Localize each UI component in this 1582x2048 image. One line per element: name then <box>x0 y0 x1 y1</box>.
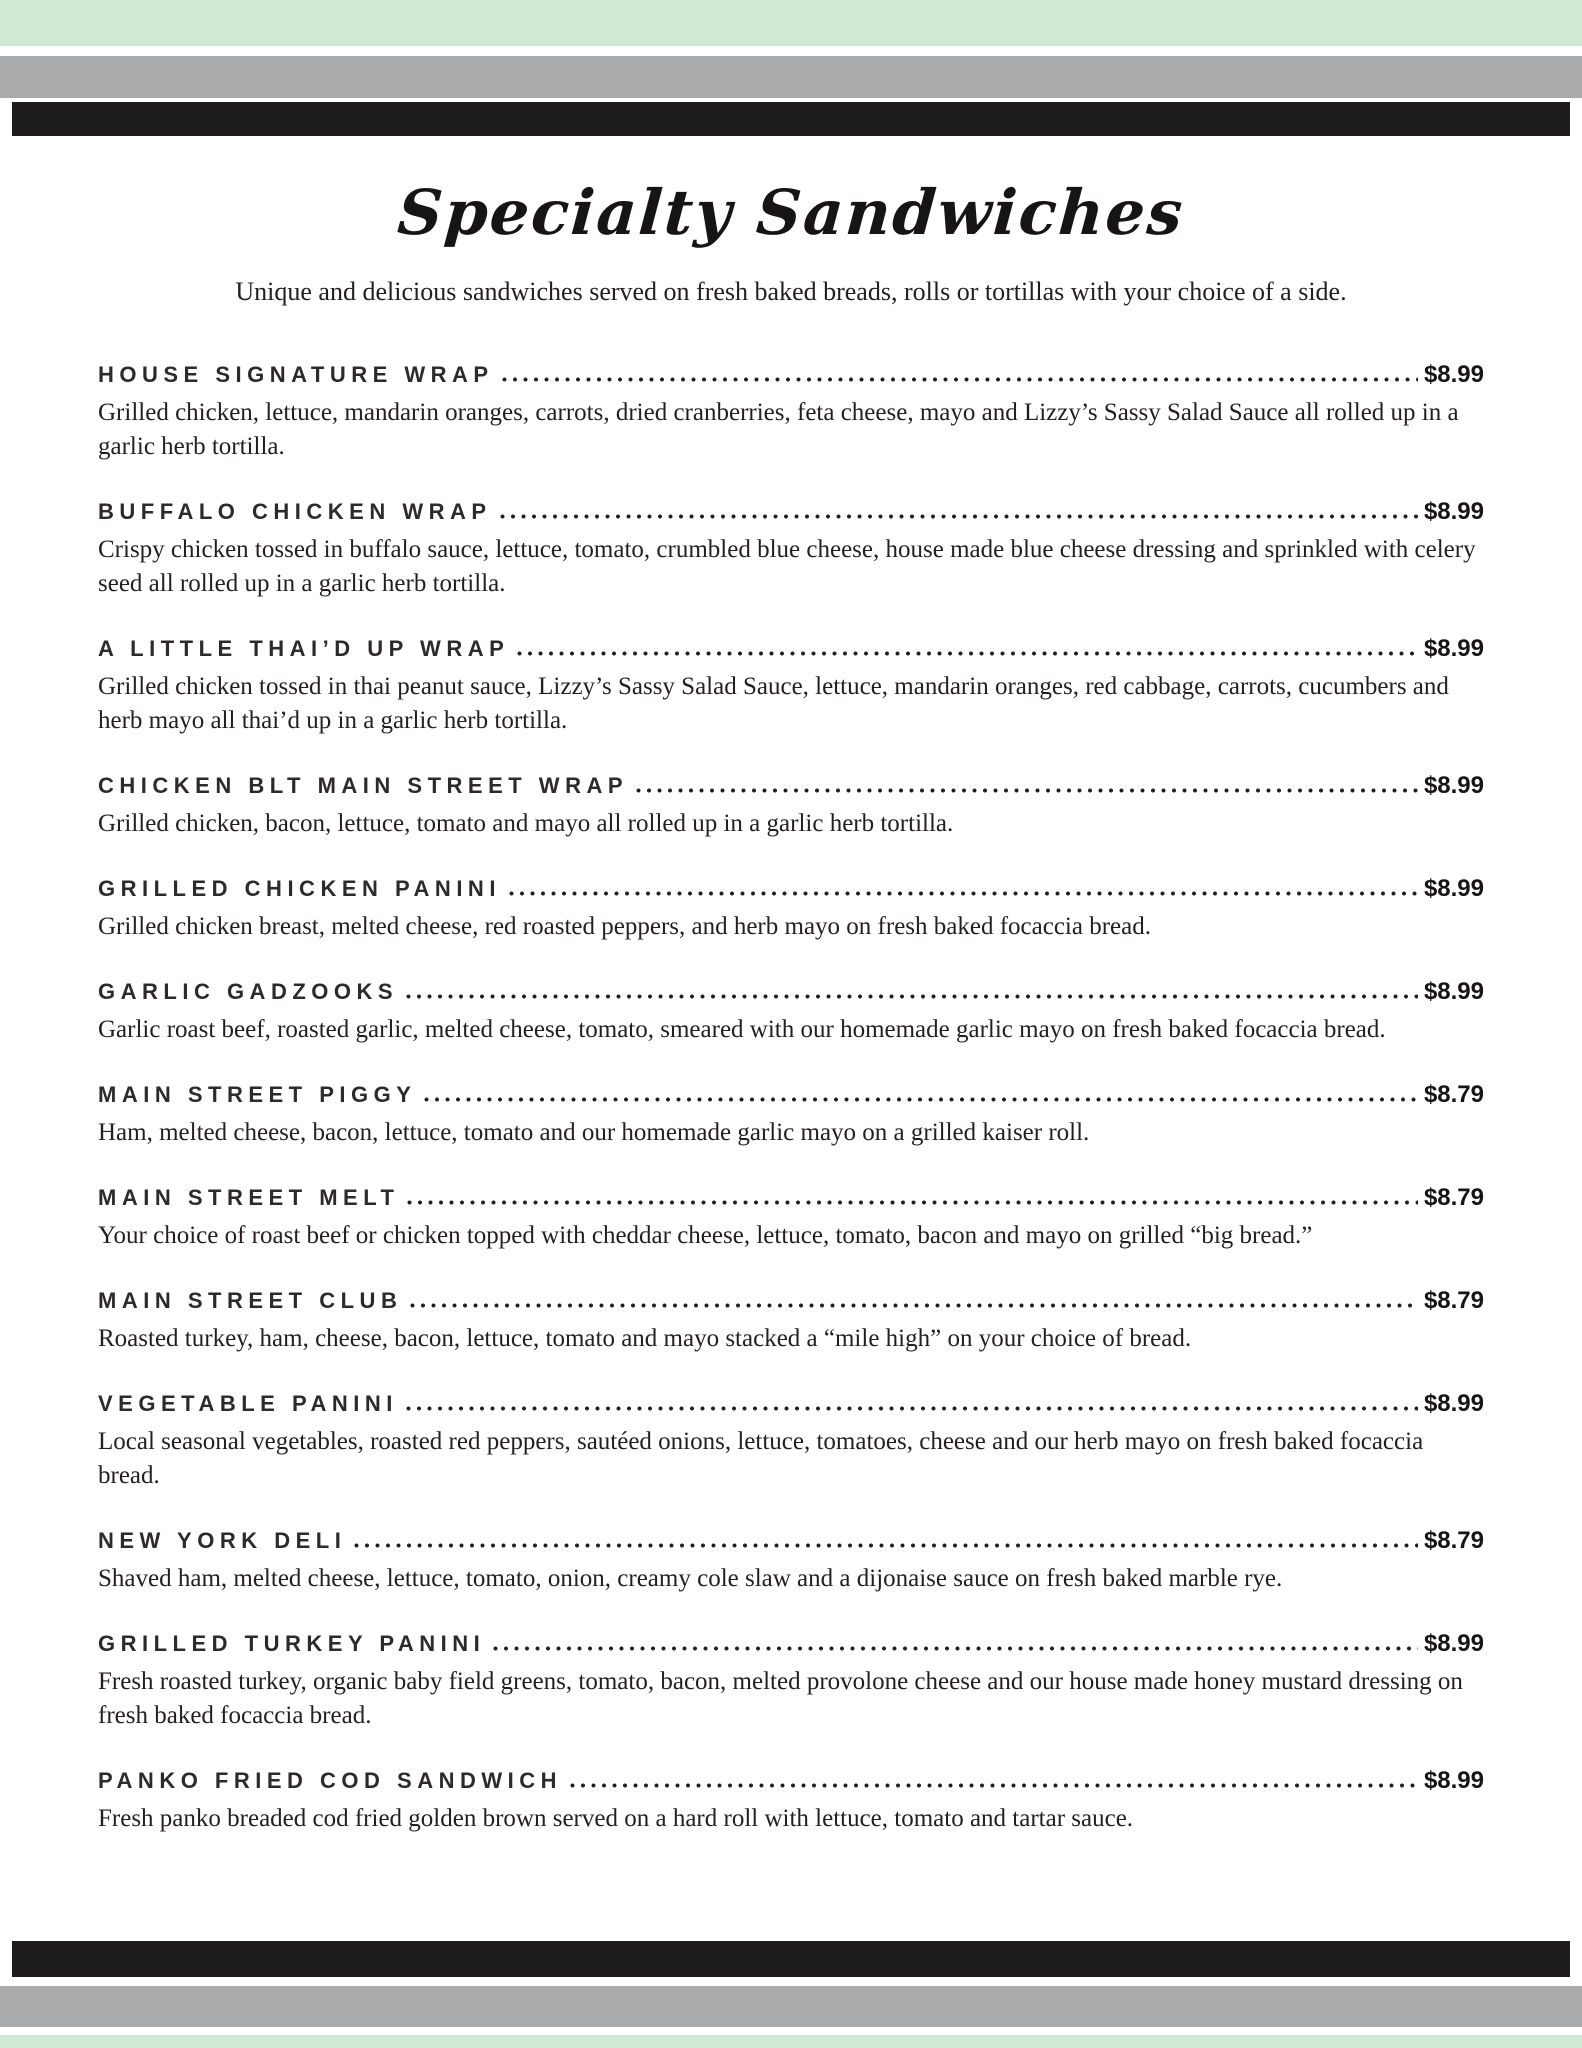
item-name: MAIN STREET MELT <box>98 1185 400 1210</box>
item-line <box>98 978 1484 1006</box>
item-price: $8.79 <box>1423 1287 1484 1314</box>
dotted-leader <box>493 1646 1418 1651</box>
item-line <box>98 361 1484 389</box>
item-description: Grilled chicken breast, melted cheese, red roasted peppers, and herb mayo on fresh baked focaccia bread. <box>98 913 1151 940</box>
menu-content <box>98 136 1484 1870</box>
item-name: GRILLED CHICKEN PANINI <box>98 876 501 901</box>
menu-item <box>98 875 1484 944</box>
item-price: $8.99 <box>1423 635 1484 662</box>
dotted-leader <box>424 1097 1418 1102</box>
item-description: Fresh panko breaded cod fried golden brown served on a hard roll with lettuce, tomato and tartar sauce. <box>98 1805 1134 1832</box>
item-price: $8.79 <box>1423 1081 1484 1108</box>
bottom-mint-band <box>0 2035 1582 2048</box>
item-name: MAIN STREET PIGGY <box>98 1082 417 1107</box>
item-description: Fresh roasted turkey, organic baby field greens, tomato, bacon, melted provolone cheese and our house made honey mustard dressing on fresh baked focaccia bread. <box>98 1668 1463 1729</box>
item-description: Grilled chicken tossed in thai peanut sauce, Lizzy’s Sassy Salad Sauce, lettuce, mandarin oranges, red cabbage, carrots, cucumbers and herb mayo all thai’d up in a garlic herb tortilla. <box>98 673 1449 734</box>
item-name: GARLIC GADZOOKS <box>98 979 399 1004</box>
item-description: Roasted turkey, ham, cheese, bacon, lettuce, tomato and mayo stacked a “mile high” on your choice of bread. <box>98 1325 1192 1352</box>
item-name: MAIN STREET CLUB <box>98 1288 403 1313</box>
dotted-leader <box>410 1303 1418 1308</box>
item-line <box>98 498 1484 526</box>
menu-item <box>98 361 1484 464</box>
top-mint-band <box>0 0 1582 46</box>
menu-list <box>98 361 1484 1836</box>
dotted-leader <box>500 514 1418 519</box>
item-description: Local seasonal vegetables, roasted red peppers, sautéed onions, lettuce, tomatoes, cheese and our herb mayo on fresh baked focaccia bread. <box>98 1428 1424 1489</box>
item-price: $8.99 <box>1423 1630 1484 1657</box>
menu-item <box>98 1184 1484 1253</box>
item-price: $8.99 <box>1423 772 1484 799</box>
item-price: $8.99 <box>1423 498 1484 525</box>
top-gray-band <box>0 56 1582 98</box>
item-description: Grilled chicken, bacon, lettuce, tomato and mayo all rolled up in a garlic herb tortilla. <box>98 810 954 837</box>
item-price: $8.99 <box>1423 1390 1484 1417</box>
item-name: BUFFALO CHICKEN WRAP <box>98 499 492 524</box>
item-description: Shaved ham, melted cheese, lettuce, tomato, onion, creamy cole slaw and a dijonaise sauce on fresh baked marble rye. <box>98 1565 1283 1592</box>
item-name: PANKO FRIED COD SANDWICH <box>98 1768 563 1793</box>
item-line <box>98 1630 1484 1658</box>
item-line <box>98 772 1484 800</box>
dotted-leader <box>406 1406 1418 1411</box>
dotted-leader <box>406 994 1418 999</box>
dotted-leader <box>354 1543 1418 1548</box>
dotted-leader <box>570 1783 1418 1788</box>
dotted-leader <box>517 651 1418 656</box>
item-line <box>98 635 1484 663</box>
menu-item <box>98 772 1484 841</box>
menu-item <box>98 1081 1484 1150</box>
item-line <box>98 1527 1484 1555</box>
item-line <box>98 1184 1484 1212</box>
dotted-leader <box>509 891 1418 896</box>
menu-item <box>98 978 1484 1047</box>
item-line <box>98 875 1484 903</box>
dotted-leader <box>636 788 1418 793</box>
bottom-black-band <box>12 1941 1570 1977</box>
item-description: Garlic roast beef, roasted garlic, melted cheese, tomato, smeared with our homemade garlic mayo on fresh baked focaccia bread. <box>98 1016 1386 1043</box>
item-name: CHICKEN BLT MAIN STREET WRAP <box>98 773 629 798</box>
item-price: $8.99 <box>1423 361 1484 388</box>
item-price: $8.79 <box>1423 1527 1484 1554</box>
menu-item <box>98 1390 1484 1493</box>
item-description: Crispy chicken tossed in buffalo sauce, lettuce, tomato, crumbled blue cheese, house made blue cheese dressing and sprinkled with celery seed all rolled up in a garlic herb tortilla. <box>98 536 1476 597</box>
item-name: NEW YORK DELI <box>98 1528 347 1553</box>
top-black-band <box>12 102 1570 136</box>
menu-item <box>98 1287 1484 1356</box>
item-line <box>98 1287 1484 1315</box>
menu-item <box>98 635 1484 738</box>
item-name: A LITTLE THAI’D UP WRAP <box>98 636 510 661</box>
menu-item <box>98 1527 1484 1596</box>
item-line <box>98 1081 1484 1109</box>
item-line <box>98 1767 1484 1795</box>
item-name: GRILLED TURKEY PANINI <box>98 1631 486 1656</box>
item-name: VEGETABLE PANINI <box>98 1391 398 1416</box>
menu-item <box>98 1767 1484 1836</box>
menu-item <box>98 498 1484 601</box>
item-description: Grilled chicken, lettuce, mandarin oranges, carrots, dried cranberries, feta cheese, mayo and Lizzy’s Sassy Salad Sauce all rolled up in a garlic herb tortilla. <box>98 399 1459 460</box>
dotted-leader <box>407 1200 1417 1205</box>
bottom-gray-band <box>0 1986 1582 2027</box>
menu-item <box>98 1630 1484 1733</box>
item-line <box>98 1390 1484 1418</box>
page-title: Specialty Sandwiches <box>395 176 1187 249</box>
dotted-leader <box>502 377 1418 382</box>
item-name: HOUSE SIGNATURE WRAP <box>98 362 494 387</box>
item-description: Your choice of roast beef or chicken topped with cheddar cheese, lettuce, tomato, bacon and mayo on grilled “big bread.” <box>98 1222 1313 1249</box>
item-price: $8.99 <box>1423 875 1484 902</box>
item-description: Ham, melted cheese, bacon, lettuce, tomato and our homemade garlic mayo on a grilled kaiser roll. <box>98 1119 1090 1146</box>
page-subtitle: Unique and delicious sandwiches served on fresh baked breads, rolls or tortillas with your choice of a side. <box>235 277 1347 306</box>
item-price: $8.99 <box>1423 1767 1484 1794</box>
item-price: $8.79 <box>1423 1184 1484 1211</box>
item-price: $8.99 <box>1423 978 1484 1005</box>
